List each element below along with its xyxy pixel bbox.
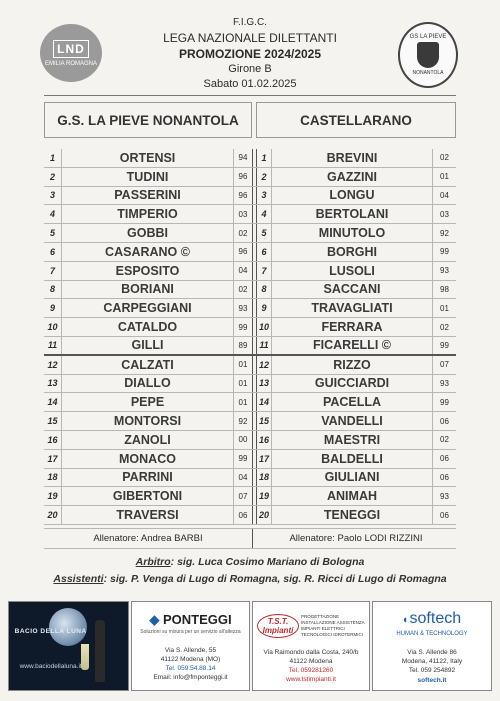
- away-player-name: BERTOLANI: [315, 207, 389, 222]
- competition-name: PROMOZIONE 2024/2025: [178, 47, 322, 61]
- away-player-name: FERRARA: [321, 320, 383, 335]
- sponsor-address: Via S. Allende, 55: [164, 647, 217, 654]
- table-row: [44, 168, 456, 187]
- away-player-name: MAESTRI: [323, 432, 381, 447]
- home-shirt-number: 11: [44, 337, 62, 354]
- away-player-name: MINUTOLO: [318, 226, 386, 241]
- bottle-icon: [95, 620, 105, 682]
- referee-line: [0, 556, 500, 568]
- home-shirt-number: 13: [44, 375, 62, 393]
- home-shirt-number: 1: [44, 149, 62, 167]
- home-team-name: G.S. LA PIEVE NONANTOLA: [44, 102, 252, 138]
- home-player-name: GIBERTONI: [112, 489, 183, 504]
- away-shirt-number: 12: [256, 356, 272, 374]
- sponsor-phone: Tel. 059.54.88.14: [165, 665, 216, 672]
- table-row: [44, 243, 456, 262]
- table-row: [44, 187, 456, 206]
- referee-label: Arbitro: [135, 556, 171, 568]
- away-shirt-number: 11: [256, 337, 272, 354]
- home-player-name: ZANOLI: [124, 432, 171, 447]
- sponsor-city: 41122 Modena (MO): [160, 656, 221, 663]
- home-shirt-number: 12: [44, 356, 62, 374]
- sponsor-phone: Tel. 059 254892: [408, 667, 456, 674]
- lineup-table: [44, 149, 456, 525]
- table-row: [44, 356, 456, 375]
- away-shirt-number: 7: [256, 262, 272, 280]
- home-player-year: 94: [233, 149, 253, 167]
- home-player-year: 01: [233, 375, 253, 393]
- sponsor-brand: T.S.T. Impianti: [257, 614, 299, 638]
- away-shirt-number: 10: [256, 318, 272, 336]
- away-player-name: PACELLA: [322, 395, 382, 410]
- sponsor-phone: Tel. 059281260: [288, 667, 334, 674]
- match-date: Sabato 01.02.2025: [203, 78, 297, 90]
- table-row: [44, 299, 456, 318]
- table-row: [44, 149, 456, 168]
- moon-icon: [49, 608, 87, 646]
- home-player-name: CASARANO ©: [105, 244, 190, 259]
- home-player-year: 06: [233, 506, 253, 524]
- table-row: [44, 281, 456, 300]
- group-name: Girone B: [228, 63, 272, 75]
- home-player-year: 92: [233, 412, 253, 430]
- away-shirt-number: 3: [256, 187, 272, 205]
- table-row: [44, 205, 456, 224]
- away-player-year: 01: [432, 168, 456, 186]
- table-row: [44, 393, 456, 412]
- home-player-name: MONTORSI: [113, 414, 182, 429]
- sponsor-email: Email: info@fmponteggi.it: [153, 674, 228, 681]
- sponsor-bacio-della-luna: [8, 601, 129, 691]
- sponsor-tagline: HUMAN & TECHNOLOGY: [396, 631, 468, 637]
- away-player-name: ANIMAH: [327, 489, 377, 504]
- assistants-label: Assistenti: [53, 573, 104, 585]
- sponsor-brand-text: softech: [409, 610, 462, 627]
- table-row: [44, 487, 456, 506]
- home-shirt-number: 8: [44, 281, 62, 299]
- away-player-name: LONGU: [329, 188, 375, 203]
- away-player-name: TENEGGI: [323, 508, 381, 523]
- home-player-name: CALZATI: [121, 357, 174, 372]
- sponsor-city: Modena, 41122, Italy: [401, 658, 463, 665]
- sponsor-website: www.baciodellaluna.it: [19, 663, 82, 670]
- away-shirt-number: 20: [256, 506, 272, 524]
- home-player-year: 02: [233, 281, 253, 299]
- sponsor-brand: [132, 612, 249, 628]
- away-player-year: 92: [432, 224, 456, 242]
- home-player-name: CATALDO: [117, 320, 178, 335]
- home-player-name: PASSERINI: [114, 188, 181, 203]
- home-player-name: ESPOSITO: [115, 263, 180, 278]
- table-row: [44, 412, 456, 431]
- away-player-name: TRAVAGLIATI: [311, 301, 393, 316]
- home-player-year: 07: [233, 487, 253, 505]
- sponsor-address: Via S. Allende 86: [407, 649, 457, 656]
- home-shirt-number: 18: [44, 469, 62, 487]
- away-shirt-number: 17: [256, 450, 272, 468]
- away-shirt-number: 14: [256, 393, 272, 411]
- table-row: [44, 431, 456, 450]
- sponsor-brand-text: PONTEGGI: [163, 612, 232, 627]
- home-player-year: 93: [233, 299, 253, 317]
- away-coach: Allenatore: Paolo LODI RIZZINI: [289, 533, 423, 544]
- fish-logo-icon: ◐: [402, 614, 410, 626]
- away-player-name: LUSOLI: [329, 263, 375, 278]
- table-row: [44, 337, 456, 356]
- coaches-row: [44, 528, 456, 549]
- table-row: [44, 224, 456, 243]
- away-player-year: 06: [432, 412, 456, 430]
- away-player-year: 06: [432, 469, 456, 487]
- home-shirt-number: 19: [44, 487, 62, 505]
- away-player-name: BREVINI: [326, 150, 378, 165]
- away-player-year: 04: [432, 187, 456, 205]
- away-player-name: GIULIANI: [324, 470, 380, 485]
- home-player-year: 96: [233, 243, 253, 261]
- home-player-year: 04: [233, 469, 253, 487]
- away-shirt-number: 18: [256, 469, 272, 487]
- sponsor-ponteggi: [131, 601, 250, 691]
- home-player-name: GOBBI: [127, 226, 168, 241]
- home-player-year: 99: [233, 318, 253, 336]
- away-shirt-number: 19: [256, 487, 272, 505]
- home-player-year: 96: [233, 187, 253, 205]
- home-shirt-number: 20: [44, 506, 62, 524]
- away-shirt-number: 9: [256, 299, 272, 317]
- away-shirt-number: 5: [256, 224, 272, 242]
- sponsor-tst-impianti: [252, 601, 370, 691]
- away-shirt-number: 1: [256, 149, 272, 167]
- lnd-logo-subtext: EMILIA ROMAGNA: [44, 60, 97, 67]
- header-divider: [44, 95, 456, 96]
- sponsor-tagline: PROGETTAZIONE INSTALLAZIONE ASSISTENZA IMPIANTI ELETTRICI TECNOLOGICI IDROTERMICI: [301, 614, 365, 637]
- assistants-names: : sig. P. Venga di Lugo di Romagna, sig. R. Ricci di Lugo di Romagna: [103, 573, 447, 585]
- away-player-year: 01: [432, 299, 456, 317]
- club-crest-bottom-text: NONANTOLA: [412, 70, 444, 76]
- ponteggi-logo-icon: ◆: [149, 612, 160, 627]
- home-player-year: 01: [233, 393, 253, 411]
- sponsor-tagline: Soluzioni su misura per un servizio all'altezza: [140, 629, 241, 635]
- club-crest-top-text: GS LA PIEVE: [409, 34, 447, 40]
- away-player-year: 06: [432, 506, 456, 524]
- away-player-name: RIZZO: [333, 357, 371, 372]
- table-row: [44, 450, 456, 469]
- away-player-year: 99: [432, 243, 456, 261]
- away-player-year: 99: [432, 337, 456, 354]
- away-shirt-number: 15: [256, 412, 272, 430]
- away-player-year: 06: [432, 450, 456, 468]
- home-shirt-number: 3: [44, 187, 62, 205]
- away-player-year: 98: [432, 281, 456, 299]
- away-player-name: BALDELLI: [321, 451, 383, 466]
- table-row: [44, 262, 456, 281]
- home-shirt-number: 7: [44, 262, 62, 280]
- sponsor-softech: [372, 601, 492, 691]
- away-player-name: VANDELLI: [321, 414, 383, 429]
- away-player-name: BORGHI: [327, 244, 377, 259]
- home-player-year: 00: [233, 431, 253, 449]
- sponsor-brand: [373, 610, 491, 628]
- home-player-name: ORTENSI: [119, 150, 176, 165]
- away-shirt-number: 2: [256, 168, 272, 186]
- away-team-name: CASTELLARANO: [256, 102, 456, 138]
- away-player-name: SACCANI: [323, 282, 381, 297]
- home-player-year: 96: [233, 168, 253, 186]
- home-player-name: TUDINI: [126, 169, 169, 184]
- home-player-name: MONACO: [119, 451, 176, 466]
- sponsor-website: softech.it: [417, 677, 447, 684]
- away-player-year: 93: [432, 262, 456, 280]
- home-player-name: BORIANI: [121, 282, 174, 297]
- away-player-year: 03: [432, 205, 456, 223]
- sponsor-website: www.tstimpianti.it: [286, 676, 336, 683]
- table-row: [44, 375, 456, 394]
- home-player-year: 03: [233, 205, 253, 223]
- assistants-line: [0, 573, 500, 585]
- home-shirt-number: 2: [44, 168, 62, 186]
- home-shirt-number: 4: [44, 205, 62, 223]
- away-player-year: 93: [432, 487, 456, 505]
- home-player-year: 01: [233, 356, 253, 374]
- away-player-name: GUICCIARDI: [314, 376, 390, 391]
- referee-name: : sig. Luca Cosimo Mariano di Bologna: [170, 556, 365, 568]
- away-player-name: GAZZINI: [327, 169, 377, 184]
- home-shirt-number: 17: [44, 450, 62, 468]
- sponsor-brand: BACIO DELLA LUNA: [14, 628, 87, 635]
- sponsor-city: 41122 Modena: [289, 658, 333, 665]
- federation-name: F.I.G.C.: [233, 17, 267, 28]
- home-player-name: CARPEGGIANI: [103, 301, 192, 316]
- home-player-name: TRAVERSI: [116, 508, 179, 523]
- away-player-name: FICARELLI ©: [313, 338, 391, 353]
- away-player-year: 02: [432, 431, 456, 449]
- home-player-year: 89: [233, 337, 253, 354]
- away-player-year: 02: [432, 149, 456, 167]
- table-row: [44, 506, 456, 525]
- home-shirt-number: 14: [44, 393, 62, 411]
- sponsor-address: Via Raimondo dalla Costa, 240/b: [263, 649, 359, 656]
- home-shirt-number: 9: [44, 299, 62, 317]
- home-player-year: 04: [233, 262, 253, 280]
- lnd-logo-text: LND: [53, 40, 89, 58]
- league-name: LEGA NAZIONALE DILETTANTI: [163, 31, 337, 45]
- home-player-name: DIALLO: [124, 376, 171, 391]
- away-shirt-number: 6: [256, 243, 272, 261]
- home-shirt-number: 6: [44, 243, 62, 261]
- home-player-year: 99: [233, 450, 253, 468]
- away-player-year: 07: [432, 356, 456, 374]
- home-coach: Allenatore: Andrea BARBI: [44, 529, 253, 548]
- home-player-year: 02: [233, 224, 253, 242]
- away-player-year: 93: [432, 375, 456, 393]
- away-shirt-number: 4: [256, 205, 272, 223]
- table-row: [44, 318, 456, 337]
- home-shirt-number: 16: [44, 431, 62, 449]
- home-player-name: TIMPERIO: [117, 207, 178, 222]
- home-shirt-number: 15: [44, 412, 62, 430]
- away-shirt-number: 8: [256, 281, 272, 299]
- away-shirt-number: 16: [256, 431, 272, 449]
- home-shirt-number: 10: [44, 318, 62, 336]
- away-player-year: 99: [432, 393, 456, 411]
- home-player-name: PARRINI: [122, 470, 173, 485]
- table-row: [44, 469, 456, 488]
- away-shirt-number: 13: [256, 375, 272, 393]
- home-player-name: PEPE: [130, 395, 165, 410]
- home-player-name: GILLI: [131, 338, 164, 353]
- away-player-year: 02: [432, 318, 456, 336]
- home-shirt-number: 5: [44, 224, 62, 242]
